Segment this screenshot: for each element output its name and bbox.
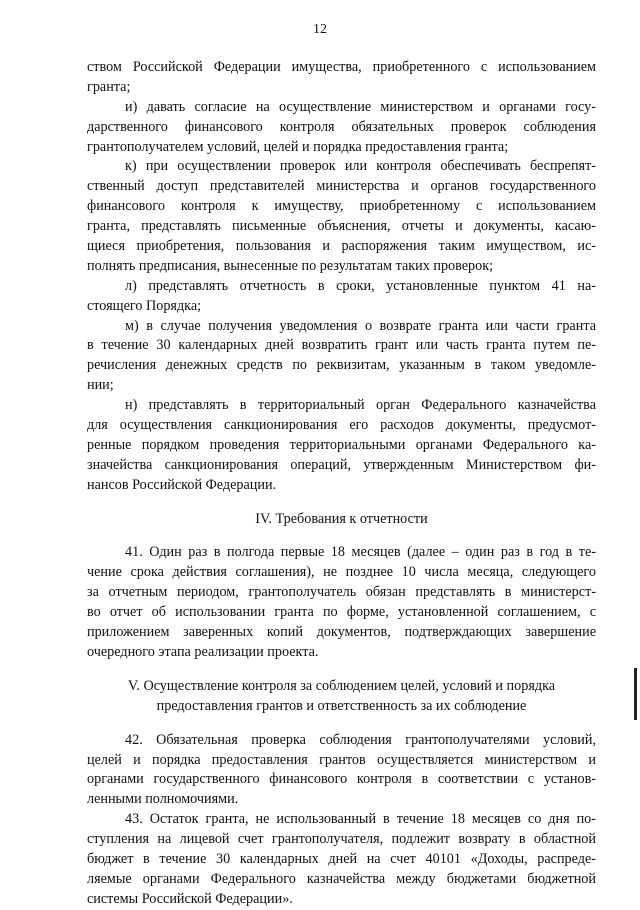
text-line: ленными полномочиями. [87, 791, 239, 808]
paragraph-item-n [87, 396, 596, 495]
text-line: речисления денежных средств по реквизитам, указанным в таком уведомле- [87, 357, 596, 374]
text-line: н) представлять в территориальный орган Федерального казначейства [125, 397, 596, 414]
text-line: 42. Обязательная проверка соблюдения грантополучателями условий, [125, 731, 596, 748]
paragraph-item-k [87, 157, 596, 276]
text-line: в течение 30 календарных дней возвратить грант или часть гранта путем пе- [87, 337, 596, 354]
text-line: очередного этапа реализации проекта. [87, 643, 319, 660]
text-line: грантополучателем условий, целей и порядка предоставления гранта; [87, 138, 509, 155]
text-line: и) давать согласие на осуществление министерством и органами госу- [125, 98, 596, 115]
text-line: полнять предписания, вынесенные по результатам таких проверок; [87, 257, 494, 274]
text-line: системы Российской Федерации». [87, 890, 293, 907]
paragraph-continuation [87, 58, 596, 98]
text-line: гранта; [87, 78, 131, 95]
section-heading-v [87, 677, 596, 717]
text-line: за отчетным периодом, грантополучатель обязан представлять в министерст- [87, 584, 596, 601]
spacer [87, 529, 596, 543]
text-line: бюджет в течение 30 календарных дней на счет 40101 «Доходы, распреде- [87, 850, 596, 867]
section-heading-iv: IV. Требования к отчетности [255, 510, 428, 527]
text-line: финансового контроля к имуществу, приобретенному с использованием [87, 198, 596, 215]
text-line: для осуществления санкционирования его расходов документы, предусмот- [87, 417, 596, 434]
text-line: чение срока действия соглашения), не позднее 10 числа месяца, следующего [87, 564, 596, 581]
text-line: стоящего Порядка; [87, 297, 202, 314]
text-line: ренные порядком проведения территориальными органами Федерального ка- [87, 436, 596, 453]
text-line: ством Российской Федерации имущества, приобретенного с использованием [87, 59, 596, 75]
paragraph-43 [87, 810, 596, 909]
paragraph-item-i [87, 98, 596, 158]
paragraph-42 [87, 731, 596, 811]
text-line: ступления на лицевой счет грантополучателя, подлежит возврату в областной [87, 831, 596, 848]
paragraph-41 [87, 543, 596, 662]
spacer [87, 717, 596, 731]
heading-line: предоставления грантов и ответственность за их соблюдение [156, 697, 527, 714]
paragraph-item-l [87, 277, 596, 317]
text-line: органами государственного финансового контроля в соответствии с установ- [87, 771, 596, 788]
text-line: к) при осуществлении проверок или контроля обеспечивать беспрепят- [125, 158, 596, 175]
text-line: дарственного финансового контроля обязательных проверок соблюдения [87, 118, 596, 135]
heading-line: V. Осуществление контроля за соблюдением целей, условий и порядка [127, 677, 556, 694]
text-line: во отчет об использовании гранта по форме, установленной соглашением, с [87, 604, 596, 621]
text-line: гранта, представлять письменные объяснения, отчеты и документы, касаю- [87, 218, 596, 235]
text-line: м) в случае получения уведомления о возврате гранта или части гранта [125, 317, 596, 334]
text-line: ляемые органами Федерального казначейства между бюджетами бюджетной [87, 870, 596, 887]
scan-edge-mark [634, 668, 637, 720]
text-line: целей и порядка предоставления грантов осуществляется министерством и [87, 751, 596, 768]
paragraph-item-m [87, 317, 596, 397]
text-line: приложением заверенных копий документов, подтверждающих завершение [87, 624, 596, 641]
text-line: 43. Остаток гранта, не использованный в течение 18 месяцев со дня по- [125, 811, 596, 828]
text-line: нии; [87, 377, 114, 394]
text-line: щиеся приобретения, пользования и распоряжения таким имуществом, ис- [87, 238, 596, 255]
document-body [87, 58, 596, 910]
spacer [87, 663, 596, 677]
page-number: 12 [313, 22, 327, 37]
text-line: ственный доступ представителей министерства и органов государственного [87, 178, 596, 195]
spacer [87, 496, 596, 510]
text-line: 41. Один раз в полгода первые 18 месяцев (далее – один раз в год в те- [125, 544, 596, 561]
text-line: нансов Российской Федерации. [87, 476, 277, 493]
text-line: значейства санкционирования операций, утвержденным Министерством фи- [87, 456, 596, 473]
text-line: л) представлять отчетность в сроки, установленные пунктом 41 на- [125, 277, 596, 294]
